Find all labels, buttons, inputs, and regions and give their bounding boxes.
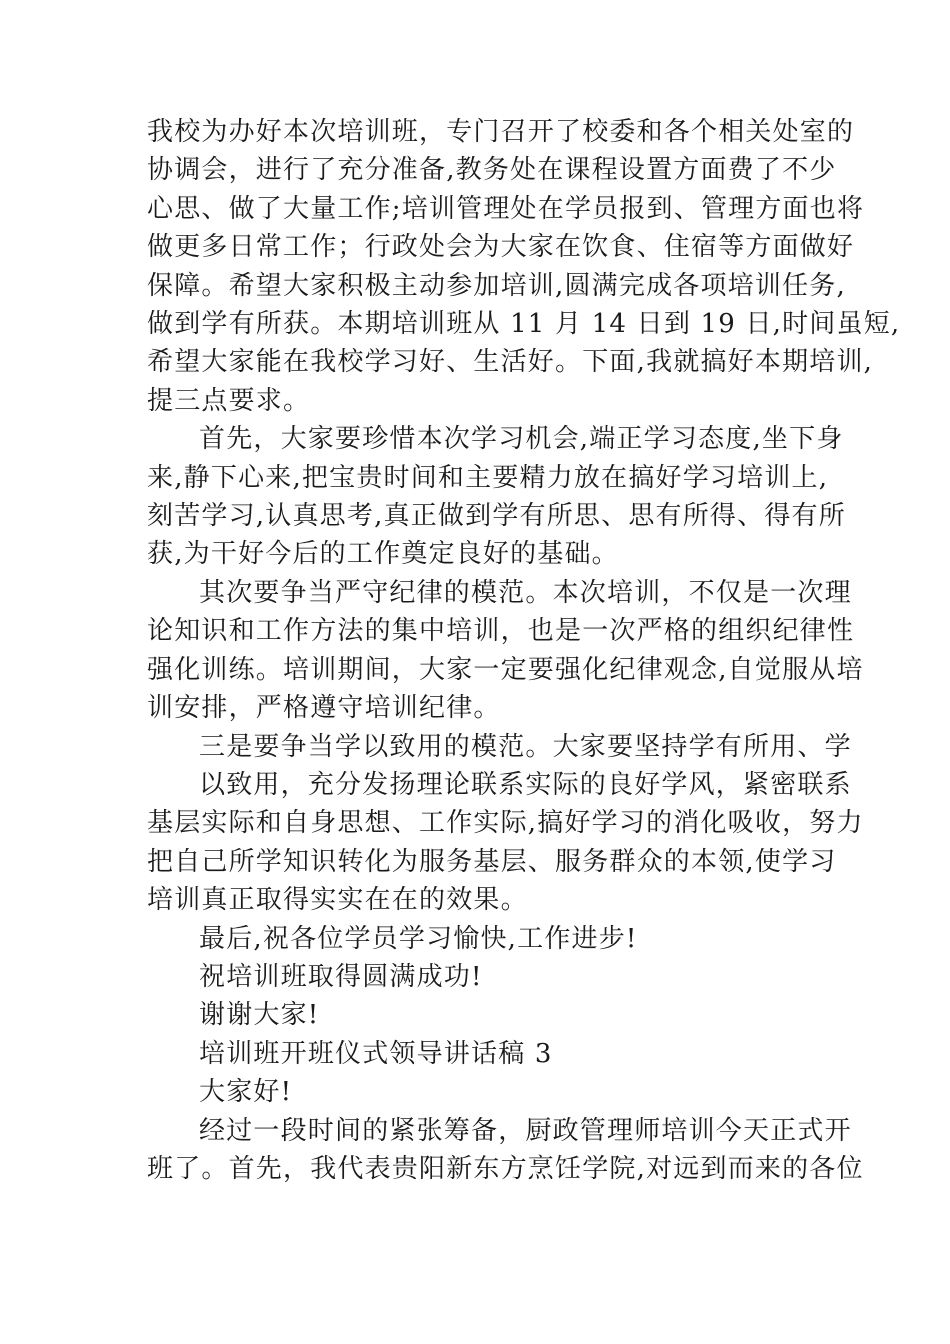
text-line: 强化训练。培训期间，大家一定要强化纪律观念,自觉服从培 bbox=[147, 654, 864, 685]
document-body bbox=[147, 113, 901, 1188]
text-line: 培训真正取得实实在在的效果。 bbox=[147, 885, 528, 916]
text-line: 班了。首先，我代表贵阳新东方烹饪学院,对远到而来的各位 bbox=[147, 1153, 864, 1184]
paragraph-second bbox=[147, 574, 864, 728]
text-line: 把自己所学知识转化为服务基层、服务群众的本领,使学习 bbox=[147, 846, 837, 877]
text-line: 协调会，进行了充分准备,教务处在课程设置方面费了不少 bbox=[147, 155, 837, 186]
text-line: 训安排，严格遵守培训纪律。 bbox=[147, 693, 501, 724]
heading-text: 培训班开班仪式领导讲话稿 3 bbox=[199, 1038, 553, 1069]
paragraph-greeting bbox=[147, 1073, 827, 1111]
text-line: 希望大家能在我校学习好、生活好。下面,我就搞好本期培训, bbox=[147, 347, 874, 378]
text-line: 首先，大家要珍惜本次学习机会,端正学习态度,坐下身 bbox=[199, 424, 844, 455]
text-line: 以致用，充分发扬理论联系实际的良好学风，紧密联系 bbox=[199, 769, 852, 800]
text-line: 刻苦学习,认真思考,真正做到学有所思、思有所得、得有所 bbox=[147, 501, 846, 532]
text-line: 其次要争当严守纪律的模范。本次培训，不仅是一次理 bbox=[199, 577, 852, 608]
paragraph-intro bbox=[147, 113, 901, 420]
paragraph-opening bbox=[147, 1112, 864, 1189]
text-line: 祝培训班取得圆满成功! bbox=[199, 961, 483, 992]
paragraph-closing-success bbox=[147, 958, 827, 996]
text-line: 大家好! bbox=[199, 1077, 293, 1108]
text-line: 保障。希望大家积极主动参加培训,圆满完成各项培训任务, bbox=[147, 270, 846, 301]
text-line: 基层实际和自身思想、工作实际,搞好学习的消化吸收，努力 bbox=[147, 808, 864, 839]
text-line: 获,为干好今后的工作奠定良好的基础。 bbox=[147, 539, 619, 570]
text-line: 做到学有所获。本期培训班从 11 月 14 日到 19 日,时间虽短, bbox=[147, 309, 901, 340]
text-line: 最后,祝各位学员学习愉快,工作进步! bbox=[199, 923, 638, 954]
text-line: 三是要争当学以致用的模范。大家要坚持学有所用、学 bbox=[199, 731, 852, 762]
text-line: 论知识和工作方法的集中培训，也是一次严格的组织纪律性 bbox=[147, 616, 855, 647]
paragraph-first bbox=[147, 420, 846, 574]
paragraph-closing-thanks bbox=[147, 996, 827, 1034]
paragraph-third bbox=[147, 728, 864, 920]
text-line: 来,静下心来,把宝贵时间和主要精力放在搞好学习培训上, bbox=[147, 462, 829, 493]
text-line: 提三点要求。 bbox=[147, 385, 311, 416]
text-line: 谢谢大家! bbox=[199, 1000, 320, 1031]
text-line: 经过一段时间的紧张筹备，厨政管理师培训今天正式开 bbox=[199, 1115, 852, 1146]
paragraph-closing-wish bbox=[147, 920, 827, 958]
text-line: 我校为办好本次培训班，专门召开了校委和各个相关处室的 bbox=[147, 117, 855, 147]
section-heading bbox=[147, 1035, 827, 1073]
text-line: 做更多日常工作；行政处会为大家在饮食、住宿等方面做好 bbox=[147, 232, 855, 263]
text-line: 心思、做了大量工作;培训管理处在学员报到、管理方面也将 bbox=[147, 193, 865, 224]
